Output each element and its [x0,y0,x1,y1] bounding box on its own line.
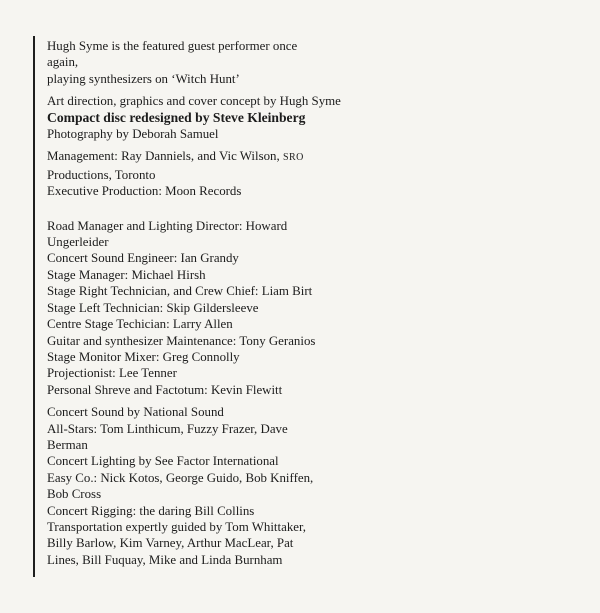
photography-credit: Photography by Deborah Samuel [47,127,219,142]
services-line: Billy Barlow, Kim Varney, Arthur MacLear, Pat [47,536,294,551]
art-direction-credit: Art direction, graphics and cover concept by Hugh Syme [47,94,341,109]
art-credits-block [47,93,377,142]
services-line: Bob Cross [47,487,102,502]
services-line: Easy Co.: Nick Kotos, George Guido, Bob Kniffen, [47,470,314,485]
services-line: All-Stars: Tom Linthicum, Fuzzy Frazer, Dave [47,421,288,436]
services-line: Lines, Bill Fuquay, Mike and Linda Burnham [47,552,283,567]
services-line: Berman [47,437,88,452]
services-line: Transportation expertly guided by Tom Whittaker, [47,519,306,534]
intro-line: playing synthesizers on ‘Witch Hunt’ [47,71,240,86]
management-names: Management: Ray Danniels, and Vic Wilson, [47,149,283,164]
intro-line: Hugh Syme is the featured guest performer once [47,39,298,53]
management-block [47,148,377,199]
services-line: Concert Lighting by See Factor International [47,454,279,469]
services-line: Concert Rigging: the daring Bill Collins [47,503,255,518]
crew-line: Personal Shreve and Factotum: Kevin Flewitt [47,382,283,397]
crew-line: Stage Monitor Mixer: Greg Connolly [47,349,240,364]
vertical-rule [33,36,35,577]
crew-line: Stage Manager: Michael Hirsh [47,267,206,282]
sro-abbrev: SRO [282,152,304,164]
services-block [47,404,377,568]
management-line: Executive Production: Moon Records [47,184,242,199]
crew-line: Projectionist: Lee Tenner [47,366,177,381]
management-line [47,148,377,166]
management-line: Productions, Toronto [47,167,156,182]
crew-line: Concert Sound Engineer: Ian Grandy [47,251,239,266]
credits-text [47,38,377,568]
services-line: Concert Sound by National Sound [47,405,224,420]
crew-block [47,218,377,398]
crew-line: Stage Left Technician: Skip Gildersleeve [47,300,259,315]
crew-line: Road Manager and Lighting Director: Howard [47,218,288,233]
crew-line: Guitar and synthesizer Maintenance: Tony Geranios [47,333,316,348]
crew-line: Ungerleider [47,235,109,250]
intro-line: again, [47,55,79,70]
crew-line: Stage Right Technician, and Crew Chief: Liam Birt [47,284,313,299]
intro-block [47,38,377,87]
cd-redesign-credit: Compact disc redesigned by Steve Kleinberg [47,109,306,125]
crew-line: Centre Stage Techician: Larry Allen [47,317,233,332]
